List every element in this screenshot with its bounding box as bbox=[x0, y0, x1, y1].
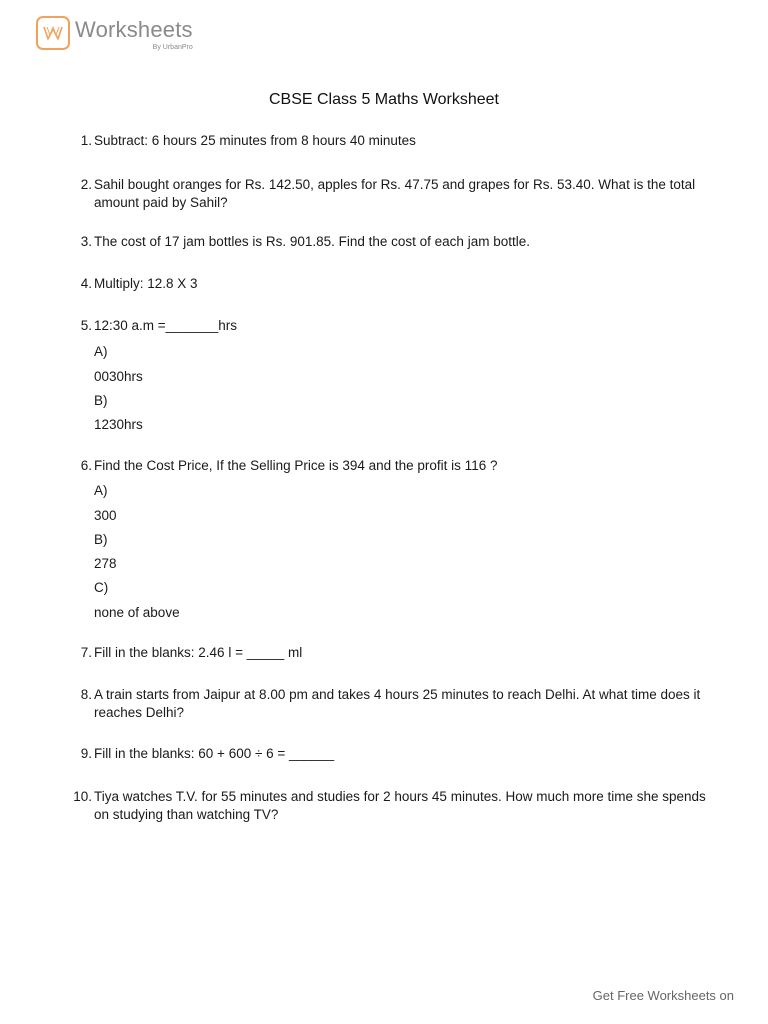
question-number: 9. bbox=[80, 746, 92, 761]
logo-byline: By UrbanPro bbox=[152, 44, 193, 51]
question-text: Fill in the blanks: 2.46 l = _____ ml bbox=[94, 645, 303, 660]
option-label: B) bbox=[94, 532, 108, 547]
worksheets-logo bbox=[36, 16, 193, 51]
option-value: 1230hrs bbox=[94, 417, 143, 432]
option-label: B) bbox=[94, 393, 108, 408]
option-value: 278 bbox=[94, 556, 117, 571]
option-value: 300 bbox=[94, 508, 117, 523]
question-text: Subtract: 6 hours 25 minutes from 8 hours 40 minutes bbox=[94, 133, 416, 148]
question-number: 3. bbox=[80, 234, 92, 249]
question-number: 6. bbox=[80, 458, 92, 473]
question-number: 7. bbox=[80, 645, 92, 660]
question-text: Sahil bought oranges for Rs. 142.50, apples for Rs. 47.75 and grapes for Rs. 53.40. What is the total amount paid by Sahil? bbox=[94, 177, 696, 210]
option-value: none of above bbox=[94, 605, 180, 620]
question-number: 10. bbox=[73, 789, 92, 804]
page-title: CBSE Class 5 Maths Worksheet bbox=[268, 91, 499, 108]
question-text: Find the Cost Price, If the Selling Price is 394 and the profit is 116 ? bbox=[94, 458, 498, 473]
option-label: A) bbox=[94, 483, 108, 498]
logo-wordmark: Worksheets bbox=[75, 17, 193, 42]
option-label: A) bbox=[94, 344, 108, 359]
question-text: 12:30 a.m =_______hrs bbox=[94, 318, 237, 333]
question-number: 5. bbox=[80, 318, 92, 333]
option-label: C) bbox=[94, 580, 109, 595]
question-text: Tiya watches T.V. for 55 minutes and studies for 2 hours 45 minutes. How much more time she spends on studying than watching TV? bbox=[94, 789, 706, 822]
question-number: 8. bbox=[80, 687, 92, 702]
question-text: Multiply: 12.8 X 3 bbox=[94, 276, 198, 291]
question-number: 2. bbox=[80, 177, 92, 192]
option-value: 0030hrs bbox=[94, 369, 143, 384]
question-text: Fill in the blanks: 60 + 600 ÷ 6 = ______ bbox=[94, 746, 335, 761]
logo-w-icon bbox=[36, 16, 70, 50]
question-number: 4. bbox=[80, 276, 92, 291]
question-text: The cost of 17 jam bottles is Rs. 901.85. Find the cost of each jam bottle. bbox=[94, 234, 530, 249]
question-text: A train starts from Jaipur at 8.00 pm and takes 4 hours 25 minutes to reach Delhi. At what time does it reaches Delhi? bbox=[94, 687, 701, 720]
question-number: 1. bbox=[80, 133, 92, 148]
footer-link[interactable]: Get Free Worksheets on bbox=[592, 988, 734, 1003]
